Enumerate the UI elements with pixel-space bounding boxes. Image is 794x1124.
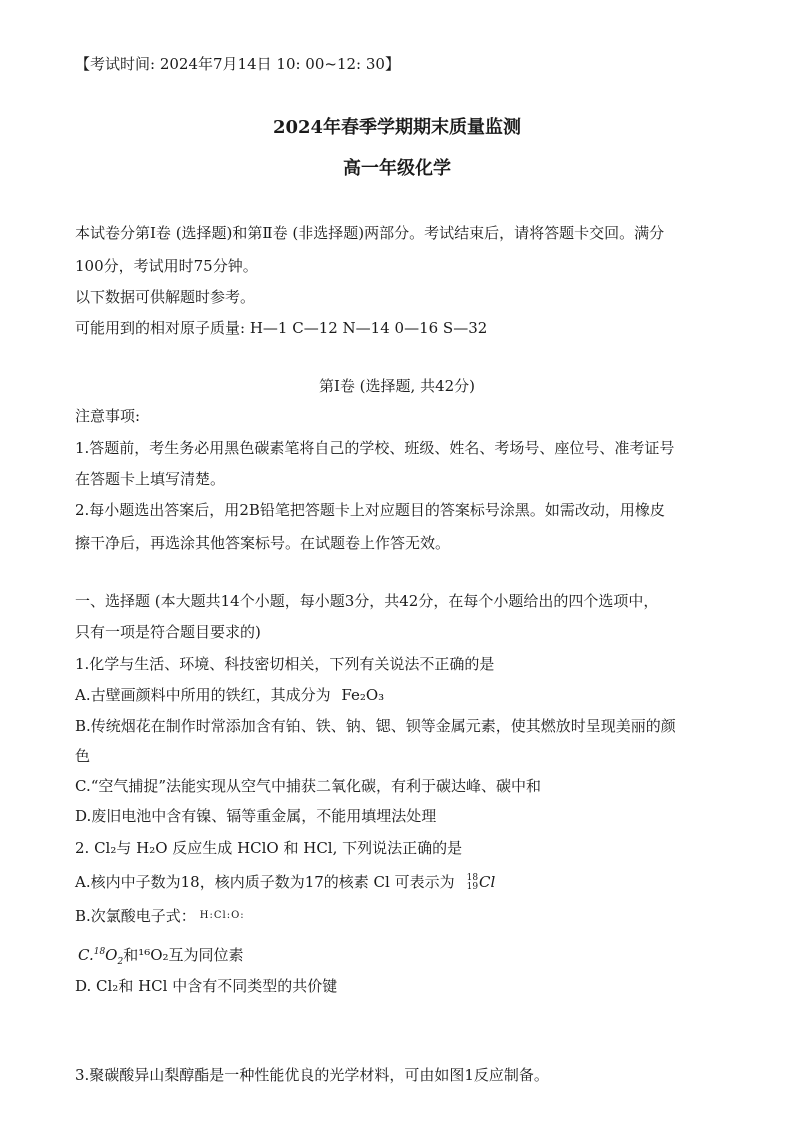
section1-line-1: 一、选择题 (本大题共14个小题，每小题3分，共42分，在每个小题给出的四个选项中， (75, 592, 659, 610)
q1-option-a-formula: Fe₂O₃ (341, 686, 385, 704)
isotope-notation (467, 874, 478, 892)
exam-time: 【考试时间: 2024年7月14日 10: 00~12: 30】 (75, 55, 400, 73)
q2-option-c-mass: 18 (93, 947, 106, 957)
q2-option-c-label: C. (78, 946, 94, 964)
q3-stem: 3.聚碳酸异山梨醇酯是一种性能优良的光学材料，可由如图1反应制备。 (75, 1066, 549, 1084)
isotope-atomic-number: 19 (466, 882, 479, 892)
q2-option-d: D. Cl₂和 HCl 中含有不同类型的共价键 (75, 977, 338, 995)
q2-option-c-oxygen: O (105, 946, 118, 964)
note-1-line-1: 1.答题前，考生务必用黑色碳素笔将自己的学校、班级、姓名、考场号、座位号、准考证号 (75, 439, 675, 457)
q1-option-a (75, 685, 384, 705)
q1-stem: 1.化学与生活、环境、科技密切相关，下列有关说法不正确的是 (75, 655, 495, 673)
intro-line-3: 以下数据可供解题时参考。 (75, 288, 256, 306)
q2-stem: 2. Cl₂与 H₂O 反应生成 HClO 和 HCl, 下列说法正确的是 (75, 839, 463, 857)
lewis-structure: H:Cl:O: (199, 910, 245, 921)
page-title: 2024年春季学期期末质量监测 (272, 117, 522, 138)
q2-option-a (75, 872, 495, 892)
notes-heading: 注意事项: (75, 407, 141, 425)
q2-option-a-text: A.核内中子数为18，核内质子数为17的核素 Cl 可表示为 (75, 873, 455, 891)
q1-option-a-text: A.古壁画颜料中所用的铁红，其成分为 (75, 686, 331, 704)
q1-option-b-line-2: 色 (75, 747, 91, 765)
page-subtitle: 高一年级化学 (343, 158, 451, 179)
isotope-mass-number: 18 (466, 873, 479, 883)
q1-option-b-line-1: B.传统烟花在制作时常添加含有铂、铁、钠、锶、钡等金属元素，使其燃放时呈现美丽的颜 (75, 717, 676, 735)
intro-line-2: 100分，考试用时75分钟。 (75, 257, 258, 275)
note-2-line-1: 2.每小题选出答案后，用2B铅笔把答题卡上对应题目的答案标号涂黑。如需改动，用橡皮 (75, 501, 665, 519)
q2-option-c (78, 942, 244, 972)
q1-option-d: D.废旧电池中含有镍、镉等重金属，不能用填埋法处理 (75, 807, 437, 825)
isotope-symbol: Cl (479, 873, 496, 891)
q2-option-b (75, 906, 245, 926)
note-2-line-2: 擦干净后，再选涂其他答案标号。在试题卷上作答无效。 (75, 534, 451, 552)
q1-option-c: C.“空气捕捉”法能实现从空气中捕获二氧化碳，有利于碳达峰、碳中和 (75, 777, 542, 795)
q2-option-c-rest: 和¹⁶O₂互为同位素 (123, 946, 244, 964)
atomic-masses: 可能用到的相对原子质量: H—1 C—12 N—14 0—16 S—32 (75, 319, 488, 337)
note-1-line-2: 在答题卡上填写清楚。 (75, 470, 226, 488)
q2-option-b-text: B.次氯酸电子式： (75, 907, 196, 925)
section1-line-2: 只有一项是符合题目要求的) (75, 623, 261, 641)
intro-line-1: 本试卷分第Ⅰ卷 (选择题)和第Ⅱ卷 (非选择题)两部分。考试结束后，请将答题卡交回。满分 (75, 224, 665, 242)
q2-option-c-subscript: 2 (117, 957, 124, 967)
part1-heading: 第Ⅰ卷 (选择题, 共42分) (318, 377, 476, 395)
